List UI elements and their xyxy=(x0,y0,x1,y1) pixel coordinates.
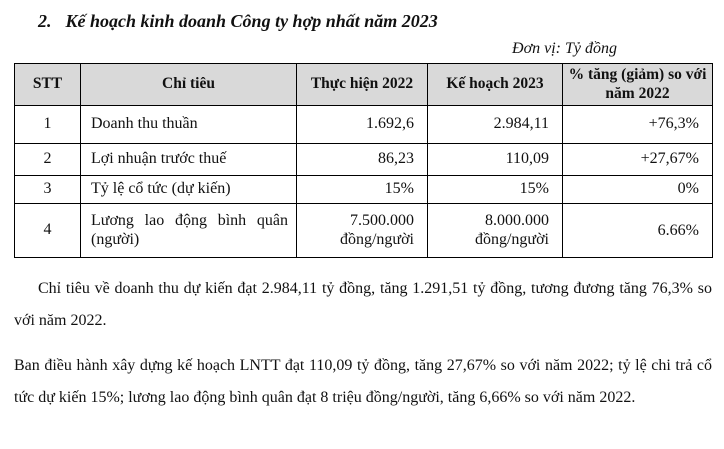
table-row xyxy=(15,106,713,144)
section-title: Kế hoạch kinh doanh Công ty hợp nhất năm 2023 xyxy=(65,11,438,31)
cell-change: 6.66% xyxy=(563,204,713,258)
cell-stt: 4 xyxy=(15,204,81,258)
cell-label: Lương lao động bình quân (người) xyxy=(81,204,297,258)
cell-actual-2022: 15% xyxy=(297,176,428,204)
section-number: 2. xyxy=(38,11,52,31)
header-plan-2023: Kế hoạch 2023 xyxy=(428,64,563,106)
header-change: % tăng (giảm) so với năm 2022 xyxy=(563,64,713,106)
cell-actual-2022: 7.500.000 đồng/người xyxy=(297,204,428,258)
unit-label: Đơn vị: Tỷ đồng xyxy=(512,40,617,57)
cell-plan-2023: 2.984,11 xyxy=(428,106,563,144)
paragraph-revenue-target: Chỉ tiêu về doanh thu dự kiến đạt 2.984,11 tỷ đồng, tăng 1.291,51 tỷ đồng, tương đương tăng 76,3% so với năm 2022. xyxy=(14,280,712,329)
cell-change: 0% xyxy=(563,176,713,204)
header-label: Chỉ tiêu xyxy=(81,64,297,106)
cell-plan-2023: 8.000.000 đồng/người xyxy=(428,204,563,258)
cell-actual-2022: 86,23 xyxy=(297,144,428,176)
paragraph-profit-plan: Ban điều hành xây dựng kế hoạch LNTT đạt 110,09 tỷ đồng, tăng 27,67% so với năm 2022; tỷ lệ chi trả cổ tức dự kiến 15%; lương lao động bình quân đạt 8 triệu đồng/người, tăng 6,66% so với năm 2022. xyxy=(14,357,712,406)
cell-actual-2022: 1.692,6 xyxy=(297,106,428,144)
cell-plan-2023: 110,09 xyxy=(428,144,563,176)
cell-stt: 2 xyxy=(15,144,81,176)
header-stt: STT xyxy=(15,64,81,106)
table-header-row xyxy=(15,64,713,106)
business-plan-table xyxy=(14,63,713,258)
section-heading xyxy=(38,9,724,33)
cell-label: Tỷ lệ cổ tức (dự kiến) xyxy=(81,176,297,204)
header-actual-2022: Thực hiện 2022 xyxy=(297,64,428,106)
table-row xyxy=(15,144,713,176)
cell-stt: 3 xyxy=(15,176,81,204)
cell-plan-2023: 15% xyxy=(428,176,563,204)
cell-change: +76,3% xyxy=(563,106,713,144)
table-row xyxy=(15,176,713,204)
table-row xyxy=(15,204,713,258)
cell-label: Lợi nhuận trước thuế xyxy=(81,144,297,176)
cell-stt: 1 xyxy=(15,106,81,144)
cell-label: Doanh thu thuần xyxy=(81,106,297,144)
cell-change: +27,67% xyxy=(563,144,713,176)
